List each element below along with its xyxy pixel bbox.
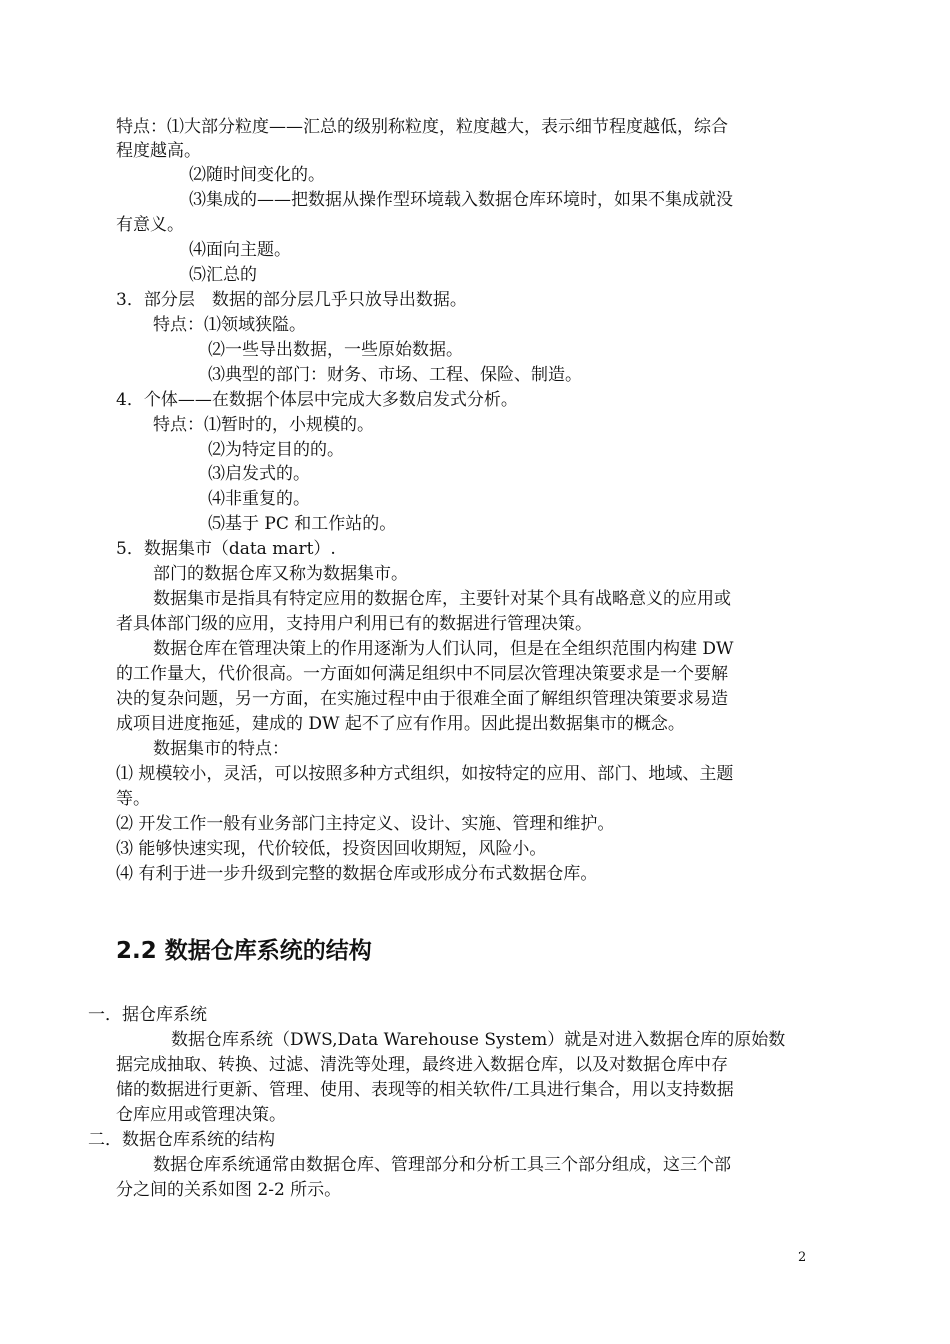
text-line: 部门的数据仓库又称为数据集市。	[153, 564, 408, 584]
text-line: 的工作量大，代价很高。一方面如何满足组织中不同层次管理决策要求是一个要解	[116, 664, 728, 684]
text-line: ⑸汇总的	[189, 265, 257, 285]
text-line: 4．个体——在数据个体层中完成大多数启发式分析。	[116, 390, 518, 410]
text-line: 仓库应用或管理决策。	[116, 1105, 286, 1125]
text-line: 特点：⑴暂时的，小规模的。	[153, 415, 374, 435]
text-line: ⑶典型的部门：财务、市场、工程、保险、制造。	[208, 365, 582, 385]
page-number: 2	[798, 1250, 807, 1265]
text-line: ⑶集成的——把数据从操作型环境载入数据仓库环境时，如果不集成就没	[189, 190, 733, 210]
text-line: 二．数据仓库系统的结构	[88, 1130, 275, 1150]
section-heading: 2.2 数据仓库系统的结构	[116, 938, 372, 964]
text-line: 数据仓库系统通常由数据仓库、管理部分和分析工具三个部分组成，这三个部	[153, 1155, 731, 1175]
text-line: 数据仓库在管理决策上的作用逐渐为人们认同，但是在全组织范围内构建 DW	[153, 639, 734, 659]
text-line: ⑷非重复的。	[208, 489, 310, 509]
text-line: 分之间的关系如图 2-2 所示。	[116, 1180, 342, 1200]
text-line: 等。	[116, 789, 150, 809]
text-line: 成项目进度拖延，建成的 DW 起不了应有作用。因此提出数据集市的概念。	[116, 714, 685, 734]
text-line: ⑴ 规模较小，灵活，可以按照多种方式组织，如按特定的应用、部门、地域、主题	[116, 764, 734, 784]
text-line: ⑶ 能够快速实现，代价较低，投资因回收期短，风险小。	[116, 839, 547, 859]
text-line: ⑵为特定目的的。	[208, 440, 344, 460]
text-line: ⑵一些导出数据，一些原始数据。	[208, 340, 463, 360]
text-line: 决的复杂问题，另一方面，在实施过程中由于很难全面了解组织管理决策要求易造	[116, 689, 728, 709]
text-line: 特点：⑴大部分粒度——汇总的级别称粒度，粒度越大，表示细节程度越低，综合	[116, 117, 728, 137]
text-line: ⑸基于 PC 和工作站的。	[208, 514, 397, 534]
text-line: 3．部分层 数据的部分层几乎只放导出数据。	[116, 290, 467, 310]
text-line: 有意义。	[116, 215, 184, 235]
text-line: 特点：⑴领域狭隘。	[153, 315, 306, 335]
text-line: 数据集市是指具有特定应用的数据仓库，主要针对某个具有战略意义的应用或	[153, 589, 731, 609]
text-line: 储的数据进行更新、管理、使用、表现等的相关软件/工具进行集合，用以支持数据	[116, 1080, 734, 1100]
text-line: ⑵随时间变化的。	[189, 165, 325, 185]
text-line: 数据集市的特点：	[153, 739, 289, 759]
text-line: 者具体部门级的应用，支持用户利用已有的数据进行管理决策。	[116, 614, 592, 634]
text-line: ⑶启发式的。	[208, 464, 310, 484]
text-line: ⑷面向主题。	[189, 240, 291, 260]
text-line: 据完成抽取、转换、过滤、清洗等处理，最终进入数据仓库，以及对数据仓库中存	[116, 1055, 728, 1075]
text-line: 数据仓库系统（DWS,Data Warehouse System）就是对进入数据仓库的原始数	[171, 1030, 786, 1050]
text-line: ⑵ 开发工作一般有业务部门主持定义、设计、实施、管理和维护。	[116, 814, 615, 834]
text-line: 5．数据集市（data mart）.	[116, 539, 336, 559]
text-line: 一．据仓库系统	[88, 1005, 207, 1025]
text-line: ⑷ 有利于进一步升级到完整的数据仓库或形成分布式数据仓库。	[116, 864, 598, 884]
text-line: 程度越高。	[116, 141, 201, 161]
